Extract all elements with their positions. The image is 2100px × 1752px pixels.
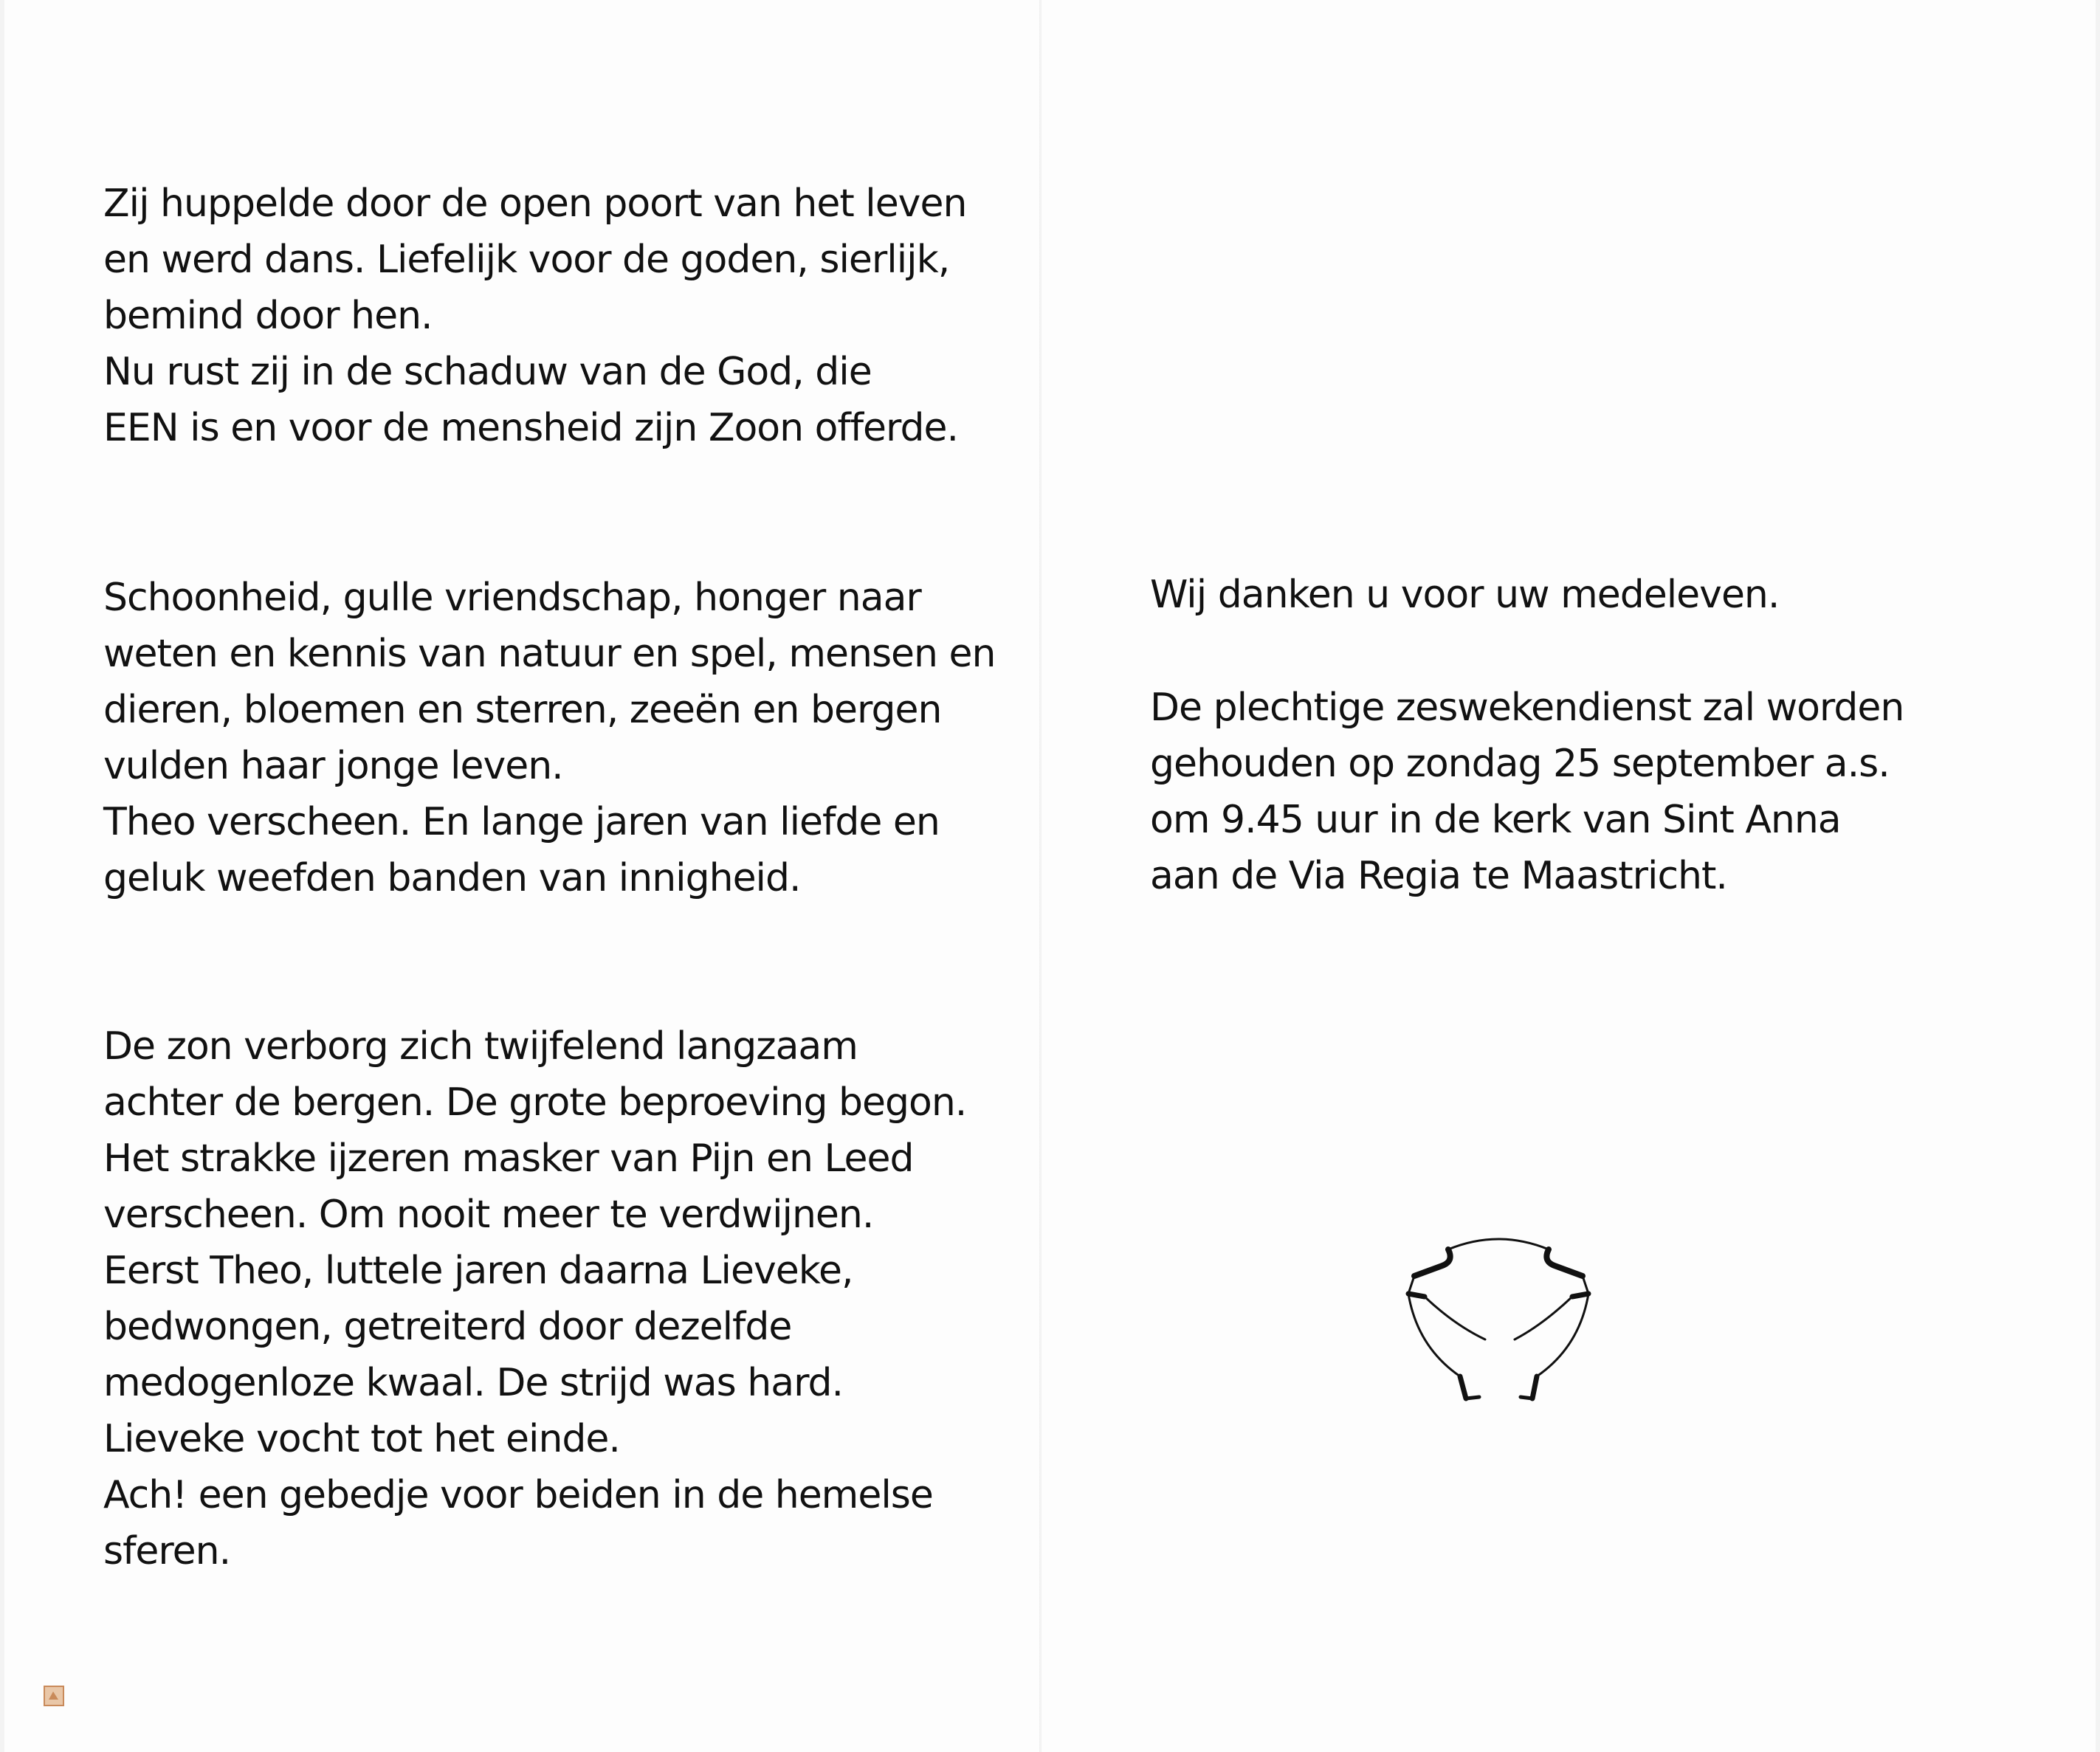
abstract-figure-icon (1402, 1214, 1594, 1413)
verse-one (103, 176, 974, 456)
verse-line: weten en kennis van natuur en spel, mensen en (103, 632, 996, 676)
service-announcement (1150, 680, 2036, 904)
verse-line: De zon verborg zich twijfelend langzaam (103, 1024, 858, 1069)
verse-line: geluk weefden banden van innigheid. (103, 856, 801, 900)
verse-line: achter de bergen. De grote beproeving begon. (103, 1080, 967, 1125)
paper-edge-right (2096, 0, 2100, 1752)
verse-line: Nu rust zij in de schaduw van de God, die (103, 350, 872, 394)
service-line: gehouden op zondag 25 september a.s. (1150, 742, 1890, 786)
service-line: om 9.45 uur in de kerk van Sint Anna (1150, 798, 1841, 842)
verse-line: bemind door hen. (103, 294, 433, 338)
service-line: De plechtige zeswekendienst zal worden (1150, 686, 1904, 730)
card-fold (1039, 0, 1042, 1752)
verse-line: vulden haar jonge leven. (103, 744, 563, 788)
verse-line: Eerst Theo, luttele jaren daarna Lieveke, (103, 1249, 853, 1293)
verse-line: Ach! een gebedje voor beiden in de hemelse (103, 1473, 933, 1517)
verse-three (103, 1018, 974, 1579)
verse-line: Zij huppelde door de open poort van het leven (103, 182, 967, 226)
verse-line: dieren, bloemen en sterren, zeeën en bergen (103, 688, 942, 732)
verse-line: Theo verscheen. En lange jaren van liefde en (103, 800, 940, 844)
verse-line: Lieveke vocht tot het einde. (103, 1417, 620, 1461)
thanks-message (1150, 567, 2036, 623)
verse-line: Het strakke ijzeren masker van Pijn en Leed (103, 1137, 914, 1181)
paper-edge-left (0, 0, 4, 1752)
verse-line: EEN is en voor de mensheid zijn Zoon offerde. (103, 406, 958, 450)
verse-two (103, 570, 996, 906)
verse-line: sferen. (103, 1529, 231, 1573)
verse-line: Schoonheid, gulle vriendschap, honger naar (103, 576, 921, 620)
verse-line: en werd dans. Liefelijk voor de goden, sierlijk, (103, 238, 950, 282)
verse-line: verscheen. Om nooit meer te verdwijnen. (103, 1193, 874, 1237)
corner-stamp-icon (43, 1685, 65, 1707)
service-line: aan de Via Regia te Maastricht. (1150, 854, 1727, 898)
thanks-line: Wij danken u voor uw medeleven. (1150, 573, 1780, 617)
verse-line: medogenloze kwaal. De strijd was hard. (103, 1361, 844, 1405)
verse-line: bedwongen, getreiterd door dezelfde (103, 1305, 792, 1349)
